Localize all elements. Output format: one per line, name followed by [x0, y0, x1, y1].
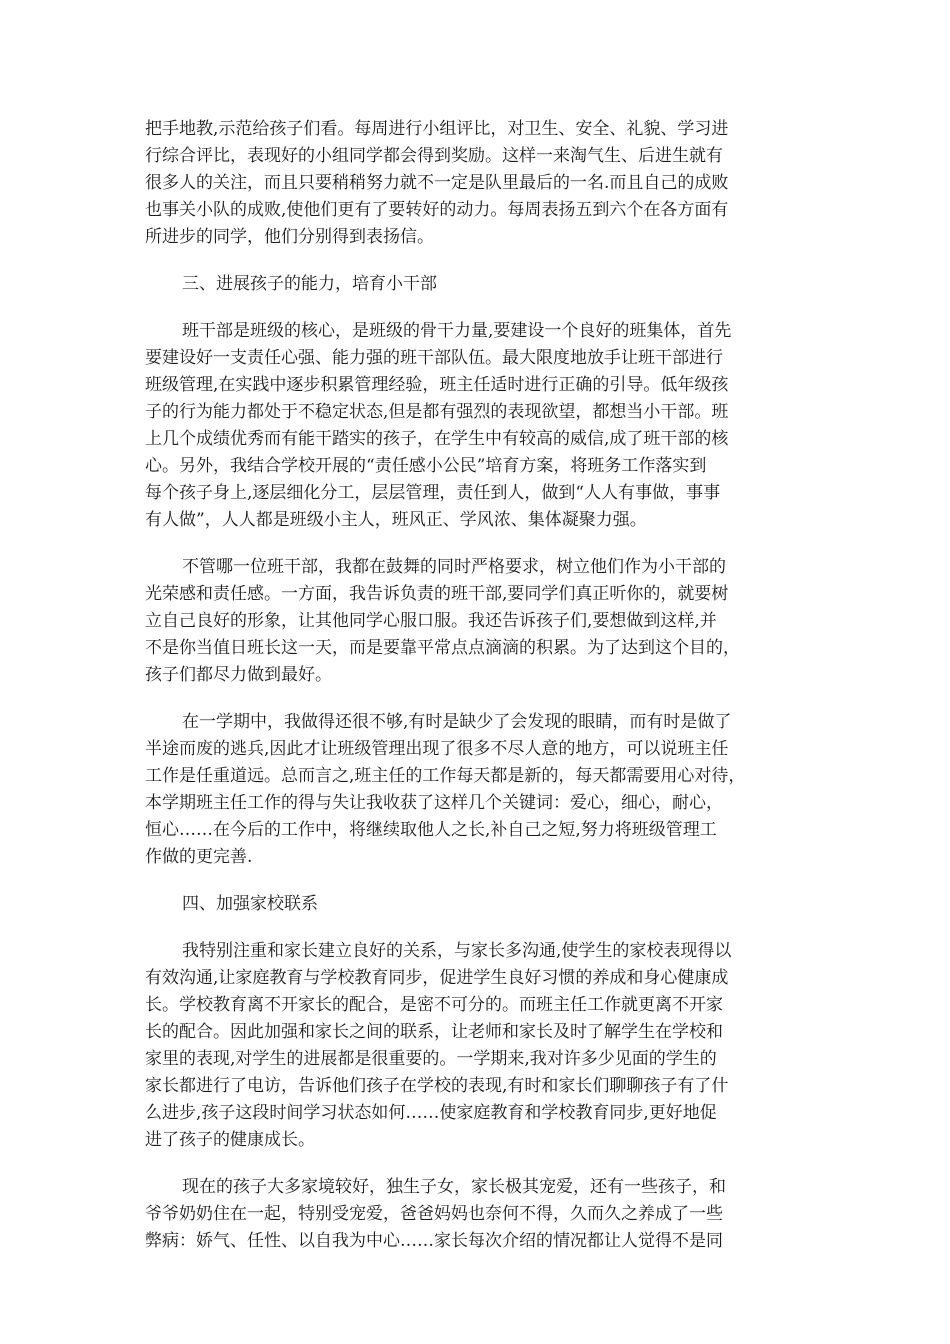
text-line: 子的行为能力都处于不稳定状态,但是都有强烈的表现欲望，都想当小干部。班 — [145, 402, 729, 422]
text-line: 很多人的关注，而且只要稍稍努力就不一定是队里最后的一名.而且自己的成败 — [145, 173, 729, 193]
text-line: 上几个成绩优秀而有能干踏实的孩子，在学生中有较高的威信,成了班干部的核 — [145, 429, 729, 449]
text-line: 本学期班主任工作的得与失让我收获了这样几个关键词：爱心，细心，耐心， — [145, 793, 723, 813]
text-line: 我特别注重和家长建立良好的关系，与家长多沟通,使学生的家校表现得以 — [182, 941, 732, 961]
text-line: 不管哪一位班干部，我都在鼓舞的同时严格要求，树立他们作为小干部的 — [182, 557, 726, 577]
text-line: 有效沟通,让家庭教育与学校教育同步，促进学生良好习惯的养成和身心健康成 — [145, 968, 729, 988]
text-line: 班干部是班级的核心，是班级的骨干力量,要建设一个良好的班集体，首先 — [182, 321, 732, 341]
text-line: 行综合评比，表现好的小组同学都会得到奖励。这样一来淘气生、后进生就有 — [145, 146, 723, 166]
text-line: 心。另外，我结合学校开展的“责任感小公民”培育方案，将班务工作落实到 — [145, 456, 707, 476]
text-line: 所进步的同学，他们分别得到表扬信。 — [145, 227, 434, 247]
text-line: 在一学期中，我做得还很不够,有时是缺少了会发现的眼睛，而有时是做了 — [182, 712, 732, 732]
text-line: 现在的孩子大多家境较好，独生子女，家长极其宠爱，还有一些孩子，和 — [182, 1177, 726, 1197]
text-line: 半途而废的逃兵,因此才让班级管理出现了很多不尽人意的地方，可以说班主任 — [145, 739, 729, 759]
text-line: 班级管理,在实践中逐步积累管理经验，班主任适时进行正确的引导。低年级孩 — [145, 375, 729, 395]
text-line: 进了孩子的健康成长。 — [145, 1130, 315, 1150]
text-line: 恒心……在今后的工作中，将继续取他人之长,补自己之短,努力将班级管理工 — [145, 820, 717, 840]
text-line: 立自己良好的形象，让其他同学心服口服。我还告诉孩子们,要想做到这样,并 — [145, 611, 717, 631]
text-line: 光荣感和责任感。一方面，我告诉负责的班干部,要同学们真正听你的，就要树 — [145, 584, 729, 604]
text-line: 作做的更完善. — [145, 847, 253, 867]
text-line: 长。学校教育离不开家长的配合，是密不可分的。而班主任工作就更离不开家 — [145, 995, 723, 1015]
text-line: 工作是任重道远。总而言之,班主任的工作每天都是新的，每天都需要用心对待， — [145, 766, 746, 786]
text-line: 弊病：娇气、任性、以自我为中心……家长每次介绍的情况都让人觉得不是同 — [145, 1231, 723, 1251]
text-line: 有人做”，人人都是班级小主人，班风正、学风浓、集体凝聚力强。 — [145, 510, 647, 530]
text-line: 每个孩子身上,逐层细化分工，层层管理，责任到人，做到“人人有事做，事事 — [145, 483, 721, 503]
text-line: 不是你当值日班长这一天，而是要靠平常点点滴滴的积累。为了达到这个目的， — [145, 638, 740, 658]
text-line: 也事关小队的成败,使他们更有了要转好的动力。每周表扬五到六个在各方面有 — [145, 200, 729, 220]
section-heading: 四、加强家校联系 — [182, 894, 318, 914]
text-line: 要建设好一支责任心强、能力强的班干部队伍。最大限度地放手让班干部进行 — [145, 348, 723, 368]
text-line: 把手地教,示范给孩子们看。每周进行小组评比，对卫生、安全、礼貌、学习进 — [145, 119, 729, 139]
text-line: 么进步,孩子这段时间学习状态如何……使家庭教育和学校教育同步,更好地促 — [145, 1103, 717, 1123]
text-line: 孩子们都尽力做到最好。 — [145, 665, 332, 685]
text-line: 爷爷奶奶住在一起，特别受宠爱，爸爸妈妈也奈何不得，久而久之养成了一些 — [145, 1204, 723, 1224]
section-heading: 三、进展孩子的能力，培育小干部 — [182, 274, 437, 294]
text-line: 家长都进行了电访，告诉他们孩子在学校的表现,有时和家长们聊聊孩子有了什 — [145, 1076, 729, 1096]
text-line: 长的配合。因此加强和家长之间的联系，让老师和家长及时了解学生在学校和 — [145, 1022, 723, 1042]
text-line: 家里的表现,对学生的进展都是很重要的。一学期来,我对许多少见面的学生的 — [145, 1049, 717, 1069]
